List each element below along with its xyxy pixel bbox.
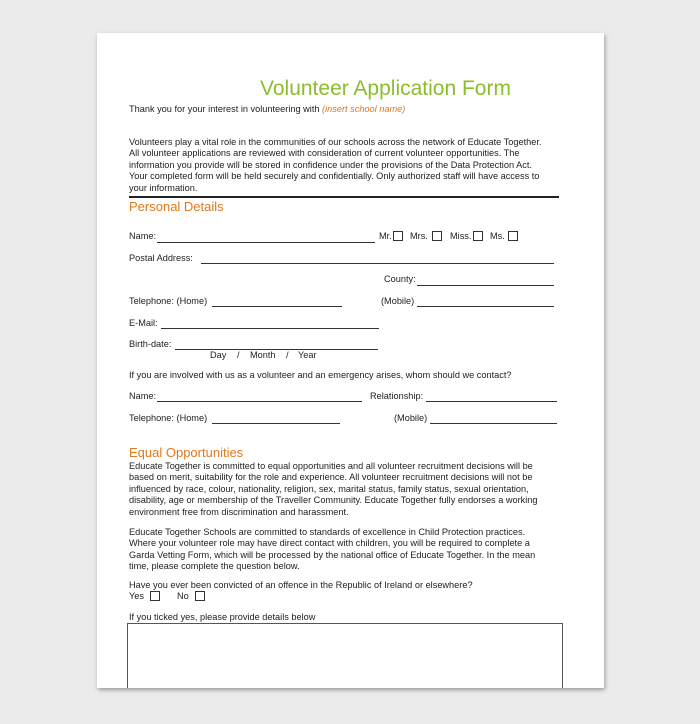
yes-checkbox[interactable] <box>150 591 160 601</box>
title-miss-checkbox[interactable] <box>473 231 483 241</box>
section-divider <box>129 196 559 198</box>
relationship-label: Relationship: <box>370 391 424 401</box>
paragraph-line: Educate Together Schools are committed to standards of excellence in Child Protection practices. <box>129 527 526 537</box>
telephone-home-label: Telephone: (Home) <box>129 296 208 306</box>
title-miss-label: Miss. <box>450 231 472 241</box>
equal-opportunities-heading: Equal Opportunities <box>129 445 244 460</box>
no-label: No <box>177 591 189 601</box>
intro-line: your information. <box>129 182 198 193</box>
relationship-field[interactable] <box>426 401 557 402</box>
paragraph-line: influenced by race, colour, nationality, religion, sex, marital status, family status, sexual orientation, <box>129 483 529 494</box>
name-label: Name: <box>129 231 157 241</box>
mobile-field[interactable] <box>417 306 554 307</box>
paragraph-line: Where your volunteer role may have direct contact with children, you will be required to complete a <box>129 538 530 549</box>
county-field[interactable] <box>417 285 554 286</box>
offence-question: Have you ever been convicted of an offence in the Republic of Ireland or elsewhere? <box>129 580 473 590</box>
paragraph-line: time, please complete the question below. <box>129 561 300 572</box>
emergency-question: If you are involved with us as a volunteer and an emergency arises, whom should we contact? <box>129 370 512 380</box>
offence-details-textbox[interactable] <box>127 623 563 688</box>
paragraph-line: environment free from discrimination and harassment. <box>129 506 349 517</box>
contact-name-field[interactable] <box>157 401 362 402</box>
name-field[interactable] <box>157 242 375 243</box>
thanks-line <box>129 104 405 115</box>
telephone-home-field[interactable] <box>212 306 342 307</box>
birthdate-field[interactable] <box>175 349 378 350</box>
details-prompt: If you ticked yes, please provide details below <box>129 612 316 622</box>
contact-name-label: Name: <box>129 391 157 401</box>
title-mr-label: Mr. <box>379 231 392 241</box>
postal-address-field[interactable] <box>201 263 554 264</box>
contact-mobile-field[interactable] <box>430 423 557 424</box>
email-field[interactable] <box>161 328 379 329</box>
title-ms-checkbox[interactable] <box>508 231 518 241</box>
birthdate-separator: / <box>237 350 240 360</box>
birthdate-separator: / <box>286 350 289 360</box>
contact-telephone-label: Telephone: (Home) <box>129 413 208 423</box>
mobile-label: (Mobile) <box>381 296 415 306</box>
paragraph-line: Garda Vetting Form, which will be processed by the national office of Educate Together. In the mean <box>129 549 536 560</box>
intro-paragraph <box>129 137 569 194</box>
title-mr-checkbox[interactable] <box>393 231 403 241</box>
personal-details-heading: Personal Details <box>129 199 224 214</box>
intro-line: Volunteers play a vital role in the communities of our schools across the network of Educate Together. <box>129 137 542 147</box>
school-name-placeholder[interactable]: (insert school name) <box>322 104 406 114</box>
thanks-text: Thank you for your interest in volunteering with <box>129 104 320 114</box>
form-page <box>97 33 604 688</box>
form-title: Volunteer Application Form <box>260 77 511 100</box>
email-label: E-Mail: <box>129 318 158 328</box>
postal-address-label: Postal Address: <box>129 253 193 263</box>
contact-telephone-field[interactable] <box>212 423 340 424</box>
paragraph-line: Educate Together is committed to equal opportunities and all volunteer recruitment decisions will be <box>129 461 533 471</box>
birthdate-day-hint: Day <box>210 350 227 360</box>
title-mrs-checkbox[interactable] <box>432 231 442 241</box>
county-label: County: <box>384 274 416 284</box>
contact-mobile-label: (Mobile) <box>394 413 428 423</box>
intro-line: Your completed form will be held securely and confidentially. Only authorized staff will have access to <box>129 171 540 182</box>
title-ms-label: Ms. <box>490 231 505 241</box>
no-checkbox[interactable] <box>195 591 205 601</box>
intro-line: information you provide will be stored in confidence under the provisions of the Data Protection Act. <box>129 159 532 170</box>
intro-line: All volunteer applications are reviewed with consideration of current volunteer opportunities. The <box>129 148 520 159</box>
birthdate-label: Birth-date: <box>129 339 172 349</box>
birthdate-year-hint: Year <box>298 350 317 360</box>
equal-opportunities-paragraph <box>129 461 569 518</box>
title-mrs-label: Mrs. <box>410 231 428 241</box>
paragraph-line: disability, age or membership of the Traveller Community. Educate Together fully endorses a working <box>129 495 538 506</box>
birthdate-month-hint: Month <box>250 350 276 360</box>
child-protection-paragraph <box>129 527 569 573</box>
paragraph-line: based on merit, suitability for the role and experience. All volunteer recruitment decisions will not be <box>129 472 533 483</box>
yes-label: Yes <box>129 591 144 601</box>
